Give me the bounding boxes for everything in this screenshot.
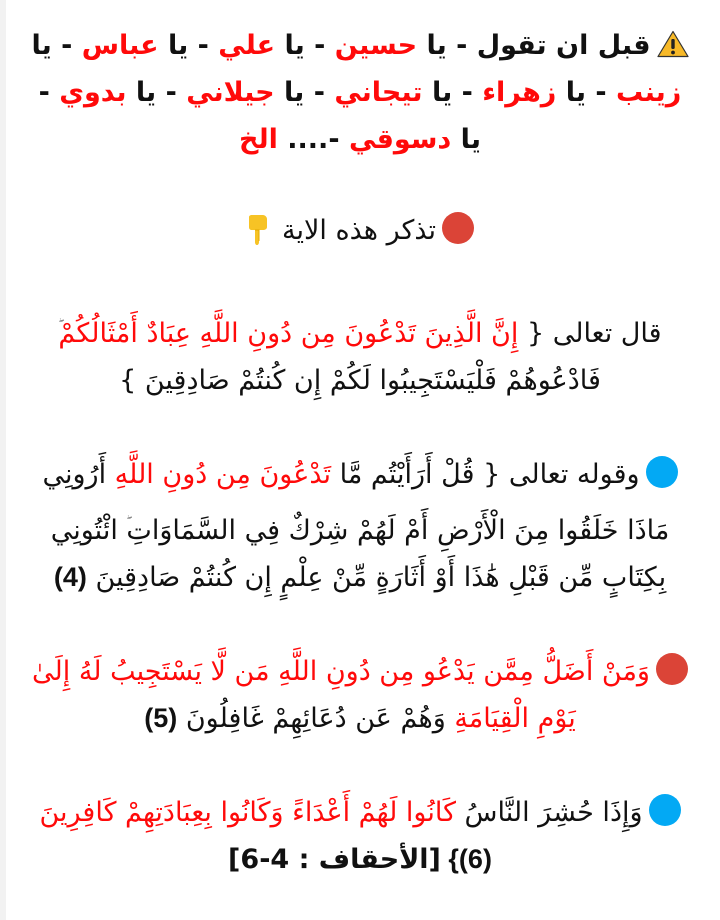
- page-edge: [0, 0, 6, 920]
- verse-1-highlight: إِنَّ الَّذِينَ تَدْعُونَ مِن دُونِ اللَّهِ عِبَادٌ أَمْثَالُكُمْ: [58, 318, 519, 349]
- separator: - يا: [274, 77, 335, 108]
- message-body: [28, 22, 692, 883]
- red-circle-icon: [656, 653, 688, 685]
- separator: - يا: [556, 77, 617, 108]
- name-zahraa: زهراء: [482, 77, 557, 108]
- name-zainab: زينب: [616, 77, 682, 108]
- verse-2-rest-2: ائْتُونِي بِكِتَابٍ مِّن قَبْلِ هَٰذَا أَوْ أَثَارَةٍ مِّنْ عِلْمٍ إِن كُنتُمْ صَادِقِينَ: [50, 515, 667, 593]
- separator: - يا: [422, 77, 483, 108]
- verse-4-highlight: كَانُوا لَهُمْ أَعْدَاءً وَكَانُوا بِعِبَادَتِهِمْ كَافِرِينَ: [39, 797, 456, 828]
- separator: - يا: [275, 30, 335, 61]
- separator: - يا: [158, 30, 219, 61]
- name-badawi: بدوي: [59, 77, 127, 108]
- verse-4: [28, 789, 692, 883]
- warning-icon: [657, 30, 689, 58]
- verse-2-intro: وقوله تعالى { قُلْ أَرَأَيْتُم مَّا: [331, 459, 640, 490]
- etc-text: الخ: [239, 124, 278, 155]
- verse-2: [28, 451, 692, 601]
- verse-number-6: (6)}: [440, 844, 492, 874]
- separator: - يا: [38, 77, 481, 155]
- intro-lead: قبل ان تقول - يا: [417, 30, 651, 61]
- name-hussein: حسين: [334, 30, 418, 61]
- name-jilani: جيلاني: [186, 77, 275, 108]
- reminder-text: تذكر هذه الاية: [281, 215, 437, 246]
- verse-2-highlight: تَدْعُونَ مِن دُونِ اللَّهِ: [114, 459, 332, 490]
- name-ali: علي: [218, 30, 276, 61]
- verse-1: [28, 301, 692, 404]
- surah-reference: [الأحقاف : 4-6]: [228, 844, 441, 875]
- verse-4-intro: وَإِذَا حُشِرَ النَّاسُ: [455, 797, 643, 828]
- intro-paragraph: [28, 22, 692, 163]
- verse-1-intro: قال تعالى {: [518, 318, 662, 349]
- pointing-down-hand-icon: [246, 215, 268, 245]
- separator: - يا: [31, 30, 82, 61]
- separator: -....: [277, 124, 349, 155]
- verse-3-rest: وَهُمْ عَن دُعَائِهِمْ غَافِلُونَ: [177, 703, 455, 734]
- blue-circle-icon: [649, 794, 681, 826]
- blue-circle-icon: [646, 456, 678, 488]
- verse-number-5: (5): [144, 703, 178, 733]
- verse-3-highlight: وَمَنْ أَضَلُّ مِمَّن يَدْعُو مِن دُونِ اللَّهِ مَن لَّا يَسْتَجِيبُ لَهُ إِلَىٰ يَوْمِ الْقِيَامَةِ: [32, 656, 650, 734]
- separator: - يا: [126, 77, 187, 108]
- name-desouki: دسوقي: [348, 124, 452, 155]
- verse-3: [28, 648, 692, 742]
- name-tijani: تيجاني: [334, 77, 423, 108]
- verse-number-4: (4): [53, 562, 87, 592]
- reminder-line: [28, 207, 692, 254]
- verse-1-rest: فَادْعُوهُمْ فَلْيَسْتَجِيبُوا لَكُمْ إِن كُنتُمْ صَادِقِينَ }: [119, 365, 601, 396]
- red-circle-icon: [442, 212, 474, 244]
- verse-2-rest-1: أَرُونِي مَاذَا خَلَقُوا مِنَ الْأَرْضِ أَمْ لَهُمْ شِرْكٌ فِي السَّمَاوَاتِ: [42, 459, 670, 546]
- name-abbas: عباس: [81, 30, 159, 61]
